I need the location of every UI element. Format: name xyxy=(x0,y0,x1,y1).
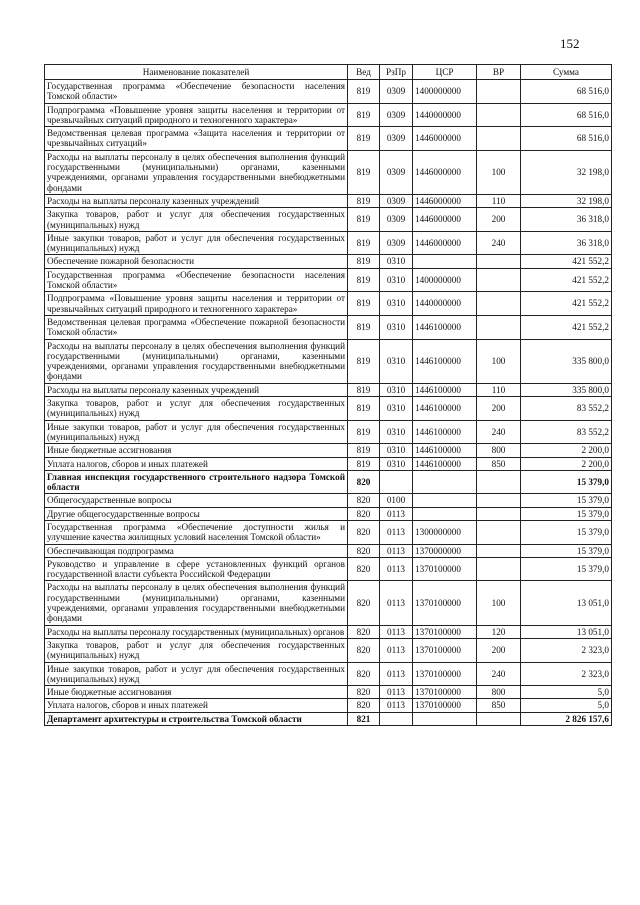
cell-ved: 820 xyxy=(348,494,380,507)
cell-vr xyxy=(477,494,521,507)
cell-sum: 68 516,0 xyxy=(521,103,612,127)
cell-vr xyxy=(477,127,521,151)
cell-csr: 1446000000 xyxy=(413,194,477,207)
cell-sum: 2 323,0 xyxy=(521,638,612,662)
header-name: Наименование показателей xyxy=(45,65,348,80)
cell-rzpr: 0310 xyxy=(380,383,413,396)
cell-ved: 820 xyxy=(348,699,380,712)
cell-sum: 15 379,0 xyxy=(521,507,612,520)
table-row xyxy=(45,397,612,421)
cell-csr: 1446100000 xyxy=(413,420,477,444)
table-row xyxy=(45,292,612,316)
cell-ved: 819 xyxy=(348,383,380,396)
cell-vr xyxy=(477,315,521,339)
table-row xyxy=(45,194,612,207)
cell-name: Расходы на выплаты персоналу в целях обеспечения выполнения функций государственными (муниципальными) органами, казенными учреждениями, органами управления государственными внебюджетными фондами xyxy=(45,581,348,625)
cell-rzpr: 0310 xyxy=(380,255,413,268)
cell-vr xyxy=(477,255,521,268)
cell-sum: 15 379,0 xyxy=(521,520,612,544)
cell-name: Департамент архитектуры и строительства Томской области xyxy=(45,712,348,725)
header-sum: Сумма xyxy=(521,65,612,80)
table-row xyxy=(45,470,612,494)
table-row xyxy=(45,255,612,268)
cell-vr: 100 xyxy=(477,150,521,194)
cell-ved: 819 xyxy=(348,127,380,151)
table-row xyxy=(45,520,612,544)
cell-vr: 200 xyxy=(477,397,521,421)
cell-csr xyxy=(413,712,477,725)
cell-csr: 1446100000 xyxy=(413,383,477,396)
cell-rzpr: 0100 xyxy=(380,494,413,507)
cell-ved: 819 xyxy=(348,339,380,383)
cell-sum: 36 318,0 xyxy=(521,208,612,232)
cell-sum: 15 379,0 xyxy=(521,544,612,557)
cell-rzpr: 0113 xyxy=(380,520,413,544)
cell-rzpr: 0113 xyxy=(380,544,413,557)
cell-name: Другие общегосударственные вопросы xyxy=(45,507,348,520)
cell-csr: 1440000000 xyxy=(413,103,477,127)
cell-name: Обеспечивающая подпрограмма xyxy=(45,544,348,557)
cell-sum: 5,0 xyxy=(521,699,612,712)
cell-ved: 820 xyxy=(348,638,380,662)
header-ved: Вед xyxy=(348,65,380,80)
cell-name: Расходы на выплаты персоналу государственных (муниципальных) органов xyxy=(45,625,348,638)
cell-rzpr: 0309 xyxy=(380,80,413,104)
table-header-row xyxy=(45,65,612,80)
cell-csr: 1446100000 xyxy=(413,397,477,421)
cell-vr: 850 xyxy=(477,699,521,712)
table-row xyxy=(45,150,612,194)
cell-sum: 36 318,0 xyxy=(521,231,612,255)
cell-sum: 13 051,0 xyxy=(521,625,612,638)
cell-sum: 335 800,0 xyxy=(521,339,612,383)
table-row xyxy=(45,662,612,686)
cell-sum: 421 552,2 xyxy=(521,268,612,292)
cell-sum: 421 552,2 xyxy=(521,292,612,316)
table-row xyxy=(45,712,612,725)
cell-ved: 820 xyxy=(348,544,380,557)
cell-ved: 821 xyxy=(348,712,380,725)
cell-rzpr: 0113 xyxy=(380,662,413,686)
cell-csr: 1440000000 xyxy=(413,292,477,316)
cell-rzpr: 0113 xyxy=(380,581,413,625)
cell-rzpr: 0113 xyxy=(380,686,413,699)
cell-vr: 240 xyxy=(477,420,521,444)
cell-ved: 820 xyxy=(348,507,380,520)
cell-ved: 820 xyxy=(348,686,380,699)
cell-vr: 800 xyxy=(477,444,521,457)
cell-vr xyxy=(477,80,521,104)
cell-sum: 68 516,0 xyxy=(521,80,612,104)
cell-sum: 32 198,0 xyxy=(521,150,612,194)
cell-ved: 819 xyxy=(348,457,380,470)
cell-sum: 68 516,0 xyxy=(521,127,612,151)
cell-vr: 850 xyxy=(477,457,521,470)
cell-name: Ведомственная целевая программа «Защита населения и территории от чрезвычайных ситуаций» xyxy=(45,127,348,151)
table-row xyxy=(45,544,612,557)
cell-rzpr xyxy=(380,712,413,725)
table-row xyxy=(45,420,612,444)
cell-ved: 819 xyxy=(348,194,380,207)
cell-sum: 83 552,2 xyxy=(521,420,612,444)
cell-rzpr: 0309 xyxy=(380,194,413,207)
cell-vr xyxy=(477,268,521,292)
cell-rzpr xyxy=(380,470,413,494)
cell-rzpr: 0309 xyxy=(380,103,413,127)
table-row xyxy=(45,686,612,699)
cell-ved: 819 xyxy=(348,231,380,255)
table-row xyxy=(45,103,612,127)
table-row xyxy=(45,625,612,638)
cell-name: Государственная программа «Обеспечение безопасности населения Томской области» xyxy=(45,268,348,292)
cell-rzpr: 0310 xyxy=(380,457,413,470)
cell-name: Подпрограмма «Повышение уровня защиты населения и территории от чрезвычайных ситуаций природного и техногенного характера» xyxy=(45,103,348,127)
cell-csr: 1446000000 xyxy=(413,150,477,194)
cell-rzpr: 0309 xyxy=(380,127,413,151)
table-row xyxy=(45,80,612,104)
cell-name: Государственная программа «Обеспечение доступности жилья и улучшение качества жилищных условий населения Томской области» xyxy=(45,520,348,544)
table-row xyxy=(45,581,612,625)
table-row xyxy=(45,699,612,712)
cell-ved: 820 xyxy=(348,625,380,638)
cell-ved: 819 xyxy=(348,397,380,421)
cell-name: Обеспечение пожарной безопасности xyxy=(45,255,348,268)
cell-csr: 1300000000 xyxy=(413,520,477,544)
cell-name: Ведомственная целевая программа «Обеспечение пожарной безопасности Томской области» xyxy=(45,315,348,339)
cell-rzpr: 0113 xyxy=(380,699,413,712)
cell-csr: 1370100000 xyxy=(413,686,477,699)
header-rzpr: РзПр xyxy=(380,65,413,80)
cell-csr: 1400000000 xyxy=(413,268,477,292)
cell-csr xyxy=(413,470,477,494)
cell-vr: 110 xyxy=(477,194,521,207)
cell-vr: 240 xyxy=(477,662,521,686)
cell-name: Государственная программа «Обеспечение безопасности населения Томской области» xyxy=(45,80,348,104)
cell-sum: 32 198,0 xyxy=(521,194,612,207)
table-body xyxy=(45,80,612,726)
cell-ved: 820 xyxy=(348,470,380,494)
cell-name: Руководство и управление в сфере установленных функций органов государственной власти субъекта Российской Федерации xyxy=(45,557,348,581)
cell-csr: 1446000000 xyxy=(413,127,477,151)
cell-vr xyxy=(477,507,521,520)
cell-sum: 421 552,2 xyxy=(521,255,612,268)
cell-vr: 100 xyxy=(477,581,521,625)
cell-ved: 819 xyxy=(348,255,380,268)
cell-vr xyxy=(477,292,521,316)
cell-ved: 820 xyxy=(348,520,380,544)
cell-csr: 1370000000 xyxy=(413,544,477,557)
table-row xyxy=(45,268,612,292)
cell-name: Закупка товаров, работ и услуг для обеспечения государственных (муниципальных) нужд xyxy=(45,397,348,421)
cell-ved: 819 xyxy=(348,208,380,232)
cell-sum: 15 379,0 xyxy=(521,470,612,494)
cell-sum: 421 552,2 xyxy=(521,315,612,339)
cell-vr xyxy=(477,557,521,581)
cell-vr xyxy=(477,103,521,127)
table-row xyxy=(45,208,612,232)
cell-csr xyxy=(413,255,477,268)
cell-csr: 1446100000 xyxy=(413,339,477,383)
cell-sum: 2 200,0 xyxy=(521,444,612,457)
cell-sum: 5,0 xyxy=(521,686,612,699)
cell-sum: 15 379,0 xyxy=(521,557,612,581)
cell-vr xyxy=(477,712,521,725)
cell-ved: 819 xyxy=(348,315,380,339)
table-row xyxy=(45,638,612,662)
page-number: 152 xyxy=(560,36,580,51)
table-row xyxy=(45,231,612,255)
cell-sum: 2 200,0 xyxy=(521,457,612,470)
cell-sum: 83 552,2 xyxy=(521,397,612,421)
cell-csr: 1370100000 xyxy=(413,699,477,712)
cell-name: Иные закупки товаров, работ и услуг для обеспечения государственных (муниципальных) нужд xyxy=(45,231,348,255)
table-row xyxy=(45,444,612,457)
cell-rzpr: 0310 xyxy=(380,397,413,421)
cell-csr: 1400000000 xyxy=(413,80,477,104)
cell-ved: 819 xyxy=(348,150,380,194)
cell-csr: 1370100000 xyxy=(413,638,477,662)
cell-vr xyxy=(477,520,521,544)
header-csr: ЦСР xyxy=(413,65,477,80)
table-row xyxy=(45,383,612,396)
cell-vr: 100 xyxy=(477,339,521,383)
cell-csr: 1446100000 xyxy=(413,444,477,457)
cell-name: Расходы на выплаты персоналу в целях обеспечения выполнения функций государственными (муниципальными) органами, казенными учреждениями, органами управления государственными внебюджетными фондами xyxy=(45,150,348,194)
cell-rzpr: 0113 xyxy=(380,638,413,662)
cell-name: Иные бюджетные ассигнования xyxy=(45,444,348,457)
table-row xyxy=(45,457,612,470)
cell-csr: 1446100000 xyxy=(413,457,477,470)
cell-csr xyxy=(413,507,477,520)
table-row xyxy=(45,507,612,520)
cell-name: Иные закупки товаров, работ и услуг для обеспечения государственных (муниципальных) нужд xyxy=(45,662,348,686)
cell-csr: 1370100000 xyxy=(413,557,477,581)
cell-rzpr: 0309 xyxy=(380,208,413,232)
cell-ved: 819 xyxy=(348,444,380,457)
cell-vr xyxy=(477,470,521,494)
cell-name: Иные бюджетные ассигнования xyxy=(45,686,348,699)
cell-rzpr: 0113 xyxy=(380,507,413,520)
budget-table xyxy=(44,64,612,726)
cell-ved: 819 xyxy=(348,103,380,127)
cell-csr xyxy=(413,494,477,507)
cell-csr: 1446000000 xyxy=(413,208,477,232)
table-row xyxy=(45,557,612,581)
cell-rzpr: 0310 xyxy=(380,315,413,339)
cell-sum: 15 379,0 xyxy=(521,494,612,507)
cell-name: Уплата налогов, сборов и иных платежей xyxy=(45,457,348,470)
cell-rzpr: 0310 xyxy=(380,268,413,292)
cell-name: Иные закупки товаров, работ и услуг для обеспечения государственных (муниципальных) нужд xyxy=(45,420,348,444)
cell-name: Уплата налогов, сборов и иных платежей xyxy=(45,699,348,712)
cell-csr: 1446100000 xyxy=(413,315,477,339)
cell-sum: 335 800,0 xyxy=(521,383,612,396)
cell-csr: 1446000000 xyxy=(413,231,477,255)
cell-rzpr: 0309 xyxy=(380,150,413,194)
cell-name: Подпрограмма «Повышение уровня защиты населения и территории от чрезвычайных ситуаций природного и техногенного характера» xyxy=(45,292,348,316)
table-row xyxy=(45,127,612,151)
table-row xyxy=(45,494,612,507)
cell-vr xyxy=(477,544,521,557)
cell-name: Общегосударственные вопросы xyxy=(45,494,348,507)
table-row xyxy=(45,339,612,383)
cell-ved: 819 xyxy=(348,420,380,444)
cell-name: Расходы на выплаты персоналу в целях обеспечения выполнения функций государственными (муниципальными) органами, казенными учреждениями, органами управления государственными внебюджетными фондами xyxy=(45,339,348,383)
cell-sum: 13 051,0 xyxy=(521,581,612,625)
cell-vr: 240 xyxy=(477,231,521,255)
cell-vr: 200 xyxy=(477,208,521,232)
cell-rzpr: 0113 xyxy=(380,557,413,581)
cell-rzpr: 0310 xyxy=(380,420,413,444)
cell-rzpr: 0310 xyxy=(380,292,413,316)
cell-sum: 2 826 157,6 xyxy=(521,712,612,725)
cell-vr: 120 xyxy=(477,625,521,638)
cell-vr: 800 xyxy=(477,686,521,699)
cell-name: Расходы на выплаты персоналу казенных учреждений xyxy=(45,194,348,207)
cell-name: Закупка товаров, работ и услуг для обеспечения государственных (муниципальных) нужд xyxy=(45,638,348,662)
cell-name: Закупка товаров, работ и услуг для обеспечения государственных (муниципальных) нужд xyxy=(45,208,348,232)
table-row xyxy=(45,315,612,339)
cell-csr: 1370100000 xyxy=(413,581,477,625)
cell-name: Расходы на выплаты персоналу казенных учреждений xyxy=(45,383,348,396)
cell-name: Главная инспекция государственного строительного надзора Томской области xyxy=(45,470,348,494)
cell-ved: 820 xyxy=(348,581,380,625)
cell-ved: 819 xyxy=(348,80,380,104)
cell-rzpr: 0310 xyxy=(380,444,413,457)
cell-ved: 819 xyxy=(348,292,380,316)
cell-vr: 110 xyxy=(477,383,521,396)
cell-sum: 2 323,0 xyxy=(521,662,612,686)
cell-csr: 1370100000 xyxy=(413,625,477,638)
cell-ved: 820 xyxy=(348,662,380,686)
cell-rzpr: 0309 xyxy=(380,231,413,255)
cell-ved: 820 xyxy=(348,557,380,581)
cell-csr: 1370100000 xyxy=(413,662,477,686)
cell-rzpr: 0310 xyxy=(380,339,413,383)
cell-rzpr: 0113 xyxy=(380,625,413,638)
cell-vr: 200 xyxy=(477,638,521,662)
header-vr: ВР xyxy=(477,65,521,80)
cell-ved: 819 xyxy=(348,268,380,292)
